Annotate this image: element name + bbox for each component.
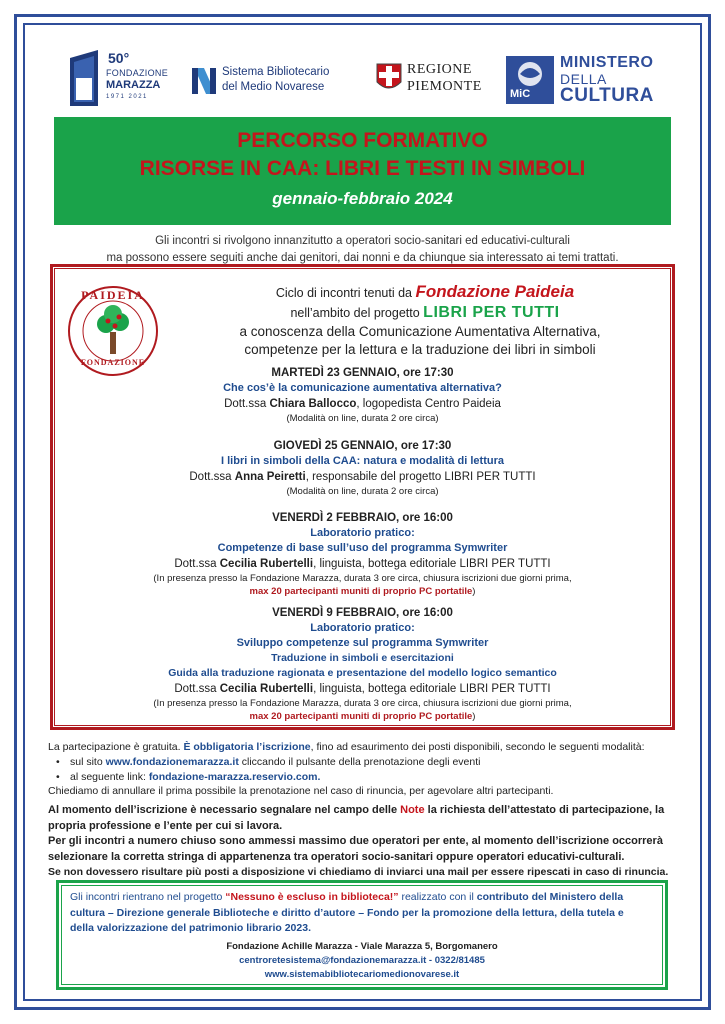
event-date: GIOVEDÌ 25 GENNAIO, ore 17:30 <box>273 440 452 452</box>
participation-required: È obbligatoria l’iscrizione <box>183 741 311 753</box>
event-date: MARTEDÌ 23 GENNAIO, ore 17:30 <box>271 367 454 379</box>
speaker-name: Cecilia Rubertelli <box>219 558 314 570</box>
speaker-name: Cecilia Rubertelli <box>219 683 314 695</box>
note-attestato-c: propria professione e l’ente per cui si lavora. <box>48 819 283 832</box>
book-icon <box>68 48 104 108</box>
intro-line-1: Gli incontri si rivolgono innanzitutto a operatori socio-sanitari ed educativi-culturali <box>155 235 570 247</box>
ambito-prefix: nell’ambito del progetto <box>290 306 424 320</box>
participation-modes: , fino ad esaurimento dei posti disponibili, secondo le seguenti modalità: <box>310 741 645 753</box>
marazza-years: 1971 2021 <box>106 94 148 100</box>
paideia-logo <box>66 284 160 378</box>
regione-piemonte-logo <box>375 62 485 96</box>
event-2 <box>60 439 665 498</box>
event-mode: (Modalità on line, durata 2 ore circa) <box>286 413 439 424</box>
marazza-50: 50° <box>108 50 130 66</box>
footer-contact[interactable]: centroretesistema@fondazionemarazza.it - 0322/81485 <box>239 955 485 966</box>
event-mode: (In presenza presso la Fondazione Marazza, durata 3 ore circa, chiusura iscrizioni due giorni prima, <box>153 698 572 709</box>
bullet-reservio <box>70 770 320 785</box>
speaker-prefix: Dott.ssa <box>224 398 270 410</box>
note-max-operators <box>48 834 677 865</box>
speaker-role: , linguista, bottega editoriale LIBRI PER TUTTI <box>313 683 551 695</box>
bullet-website-suffix: cliccando il pulsante della prenotazione degli eventi <box>238 756 481 768</box>
event-mode: (In presenza presso la Fondazione Marazza, durata 3 ore circa, chiusura iscrizioni due giorni prima, <box>153 573 572 584</box>
ministero-cultura-logo <box>506 54 666 106</box>
note-attestato <box>48 803 677 834</box>
event-capacity <box>60 585 665 598</box>
speaker-role: , responsabile del progetto LIBRI PER TUTTI <box>305 471 536 483</box>
funding-e: della valorizzazione del patrimonio librario 2023. <box>70 922 311 934</box>
event-title: Competenze di base sull’uso del programma Symwriter <box>217 542 508 554</box>
reservio-link[interactable]: fondazione-marazza.reservio.com. <box>148 771 321 783</box>
mic-line1: MINISTERO <box>560 54 654 71</box>
paideia-logo-bottom: FONDAZIONE <box>80 358 146 367</box>
website-link[interactable]: www.fondazionemarazza.it <box>105 756 239 768</box>
event-3 <box>60 511 665 598</box>
ciclo-line-4: competenze per la lettura e la traduzione dei libri in simboli <box>244 342 596 357</box>
bullet-website-prefix: sul sito <box>70 756 106 768</box>
event-date: VENERDÌ 9 FEBBRAIO, ore 16:00 <box>272 607 453 619</box>
funding-d: cultura – Direzione generale Biblioteche e diritto d’autore – Fondo per la promozione della lettura, della tutela e <box>70 906 624 919</box>
ciclo-prefix: Ciclo di incontri tenuti da <box>275 286 416 300</box>
ambito-line <box>215 304 635 322</box>
speaker-prefix: Dott.ssa <box>174 683 220 695</box>
event-speaker <box>60 396 665 412</box>
event-lab: Laboratorio pratico: <box>310 622 415 634</box>
note-attestato-a: Al momento dell’iscrizione è necessario segnalare nel campo delle <box>48 804 401 816</box>
note-max-a: Per gli incontri a numero chiuso sono ammessi massimo due operatori per ente, al momento dell’iscrizione occorrerà <box>48 835 663 847</box>
event-sub-2: Guida alla traduzione ragionata e presentazione del modello logico semantico <box>168 667 557 679</box>
note-max-b: selezionare la corretta stringa di appartenenza tra operatori socio-sanitari oppure operatori educativi-culturali. <box>48 850 625 863</box>
event-sub-1: Traduzione in simboli e esercitazioni <box>271 652 454 664</box>
capacity-close: ) <box>472 711 476 722</box>
paideia-logo-top: PAIDEIA <box>81 288 145 302</box>
mic-badge <box>506 56 554 104</box>
event-capacity <box>60 710 665 723</box>
ciclo-line-3: a conoscenza della Comunicazione Aumentativa Alternativa, <box>239 324 601 339</box>
funding-b: realizzato con il <box>398 891 477 903</box>
title-banner <box>54 117 671 225</box>
banner-title-1: PERCORSO FORMATIVO <box>237 129 488 152</box>
sbmn-line2: del Medio Novarese <box>222 81 325 93</box>
participation-free: La partecipazione è gratuita. <box>48 741 184 753</box>
event-1 <box>60 366 665 425</box>
speaker-name: Chiara Ballocco <box>269 398 357 410</box>
funding-text <box>70 890 660 937</box>
event-speaker <box>60 681 665 697</box>
capacity-note: max 20 partecipanti muniti di proprio PC portatile <box>249 711 473 722</box>
speaker-role: , logopedista Centro Paideia <box>356 398 501 410</box>
event-title: Che cos’è la comunicazione aumentativa alternativa? <box>223 382 502 394</box>
sbmn-line1: Sistema Bibliotecario <box>222 66 330 78</box>
libri-per-tutti: LIBRI PER TUTTI <box>423 304 560 321</box>
event-title: Sviluppo competenze sul programma Symwriter <box>236 637 489 649</box>
funding-project: “Nessuno è escluso in biblioteca!” <box>225 891 399 903</box>
event-speaker <box>60 469 665 485</box>
capacity-close: ) <box>472 586 476 597</box>
event-lab: Laboratorio pratico: <box>310 527 415 539</box>
ciclo-line <box>215 282 635 302</box>
event-4 <box>60 606 665 723</box>
capacity-note: max 20 partecipanti muniti di proprio PC portatile <box>249 586 473 597</box>
regione-shield-icon <box>375 62 403 94</box>
marazza-fondazione: FONDAZIONE <box>106 68 169 78</box>
mic-badge-text: MiC <box>510 88 531 100</box>
regione-line2: PIEMONTE <box>407 79 482 94</box>
regione-line1: REGIONE <box>407 62 472 77</box>
footer-site[interactable]: www.sistemabibliotecariomedionovarese.it <box>264 969 460 980</box>
funding-c: contributo del Ministero della <box>476 891 624 903</box>
participation-line <box>48 740 677 755</box>
footer-address: Fondazione Achille Marazza - Viale Marazza 5, Borgomanero <box>226 941 498 952</box>
bullet-website <box>70 755 481 770</box>
sbmn-n-icon <box>190 66 218 96</box>
mic-line3: CULTURA <box>560 85 654 106</box>
fondazione-paideia: Fondazione Paideia <box>415 282 575 301</box>
cancellation-note: Chiediamo di annullare il prima possibile la prenotazione nel caso di rinuncia, per agevolare altri partecipanti. <box>48 785 554 797</box>
banner-title-2: RISORSE IN CAA: LIBRI E TESTI IN SIMBOLI <box>139 157 586 180</box>
bullet-reservio-prefix: al seguente link: <box>70 771 149 783</box>
marazza-name: MARAZZA <box>106 79 161 91</box>
speaker-prefix: Dott.ssa <box>189 471 235 483</box>
speaker-prefix: Dott.ssa <box>174 558 220 570</box>
speaker-role: , linguista, bottega editoriale LIBRI PER TUTTI <box>313 558 551 570</box>
funding-a: Gli incontri rientrano nel progetto <box>70 891 226 903</box>
event-speaker <box>60 556 665 572</box>
mic-line2: DELLA <box>560 71 607 87</box>
event-mode: (Modalità on line, durata 2 ore circa) <box>286 486 439 497</box>
event-title: I libri in simboli della CAA: natura e modalità di lettura <box>221 455 504 467</box>
speaker-name: Anna Peiretti <box>234 471 306 483</box>
intro-line-2: ma possono essere seguiti anche dai genitori, dai nonni e da chiunque sia interessato ai temi trattati. <box>106 252 619 264</box>
note-attestato-b: la richiesta dell’attestato di partecipazione, la <box>424 804 665 816</box>
note-field-name: Note <box>400 804 425 816</box>
banner-dates: gennaio-febbraio 2024 <box>272 189 453 208</box>
event-date: VENERDÌ 2 FEBBRAIO, ore 16:00 <box>272 512 453 524</box>
sistema-bibliotecario-logo <box>190 64 350 96</box>
note-waitlist: Se non dovessero risultare più posti a disposizione vi chiediamo di inviarci una mail per essere ripescati in caso di rinuncia. <box>48 866 669 878</box>
intro-text <box>40 233 685 267</box>
fondazione-marazza-logo <box>68 48 168 110</box>
